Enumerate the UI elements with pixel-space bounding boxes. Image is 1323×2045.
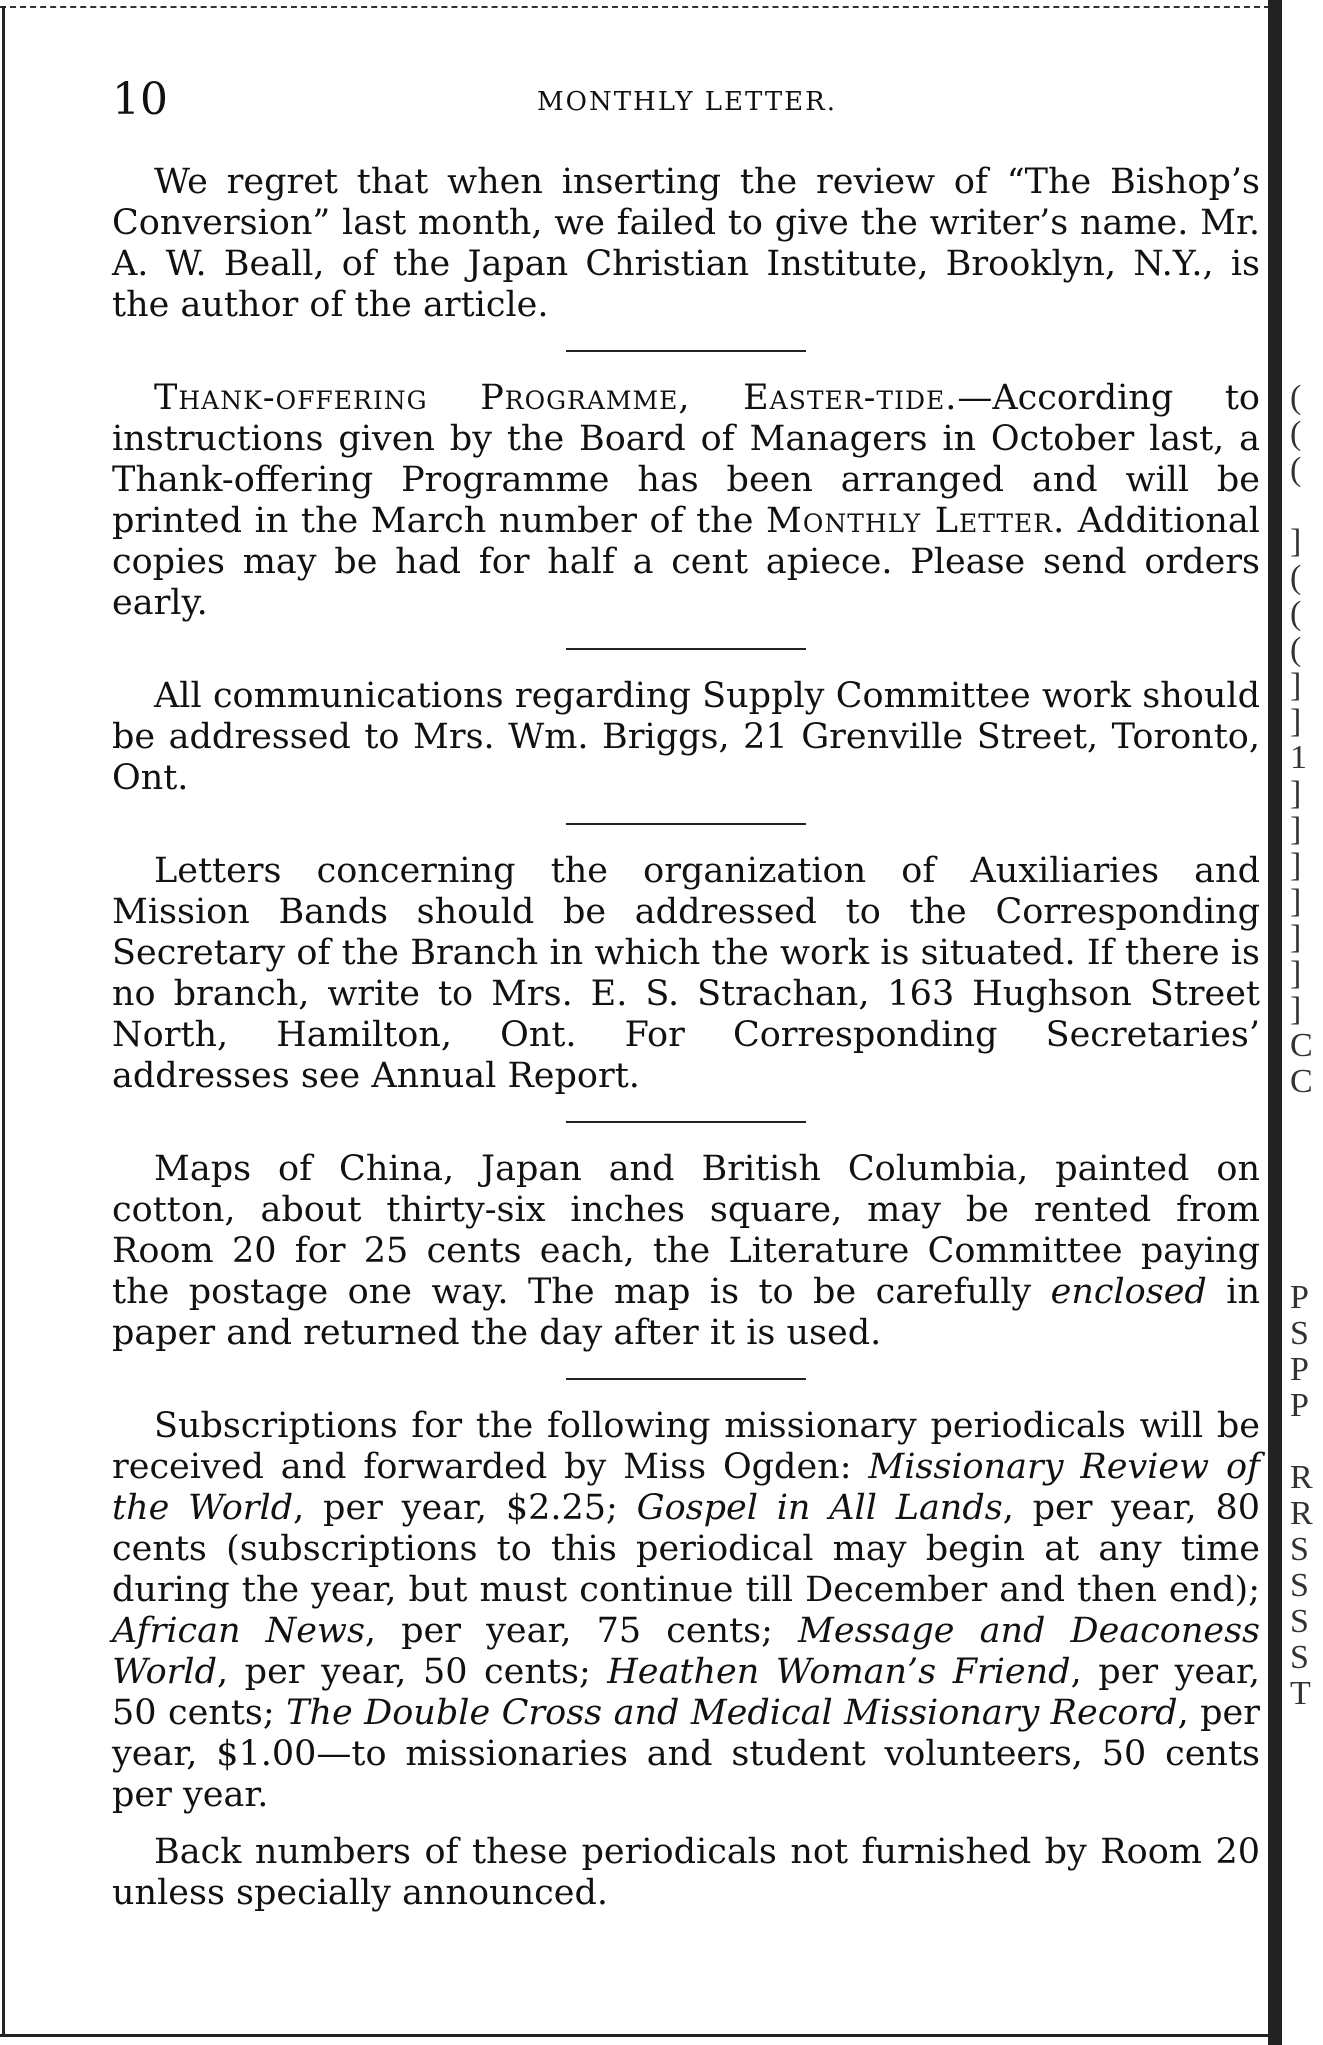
adjacent-page-fragments: ( ( ( ] ( ( ( ] ] 1 ] ] ] ] ] ] ] C C P S P P R R S S S S T	[1290, 380, 1313, 1712]
notice-back-numbers: Back numbers of these periodicals not furnished by Room 20 unless specially announced.	[112, 1832, 1260, 1913]
section-divider	[566, 823, 806, 825]
running-head: MONTHLY LETTER.	[537, 87, 837, 117]
periodical-title: Missionary Review of the World	[112, 1447, 1260, 1528]
publication-name: Monthly Letter.	[765, 501, 1066, 541]
notice-heading: Thank-offering Programme, Easter-tide.	[154, 378, 958, 418]
top-border-rule	[0, 6, 1270, 8]
notice-subscriptions: Subscriptions for the following missionary periodicals will be received and forwarded by Miss Ogden: Missionary Review of the World, per year, $2.25; Gospel in All Lands, per year, 80 cents (subscriptions to this periodical may begin at any time during the year, but must continue till December and then end); African News, per year, 75 cents; Message and Deaconess World, per year, 50 cents; Heathen Woman’s Friend, per year, 50 cents; The Double Cross and Medical Missionary Record, per year, $1.00—to missionaries and student volunteers, 50 cents per year.	[112, 1406, 1260, 1815]
periodical-title: Message and Deaconess World	[112, 1611, 1260, 1692]
periodical-title: African News	[112, 1611, 365, 1651]
bottom-border-rule	[0, 2034, 1270, 2037]
notice-supply-committee: All communications regarding Supply Committee work should be addressed to Mrs. Wm. Briggs, 21 Grenville Street, Toronto, Ont.	[112, 676, 1260, 798]
page-number: 10	[112, 74, 168, 125]
section-divider	[566, 1378, 806, 1380]
periodical-title: Heathen Woman’s Friend	[607, 1652, 1071, 1692]
periodical-title: The Double Cross and Medical Missionary Record	[286, 1693, 1178, 1733]
notice-auxiliaries: Letters concerning the organization of Auxiliaries and Mission Bands should be addressed to the Corresponding Secretary of the Branch in which the work is situated. If there is no branch, write to Mrs. E. S. Strachan, 163 Hughson Street North, Hamilton, Ont. For Corresponding Secretaries’ addresses see Annual Report.	[112, 851, 1260, 1096]
left-border-rule	[2, 6, 5, 2036]
page-body	[112, 162, 1260, 1914]
periodical-title: Gospel in All Lands	[636, 1488, 1003, 1528]
section-divider	[566, 350, 806, 352]
notice-maps: Maps of China, Japan and British Columbia, painted on cotton, about thirty-six inches square, may be rented from Room 20 for 25 cents each, the Literature Committee paying the postage one way. The map is to be carefully enclosed in paper and returned the day after it is used.	[112, 1149, 1260, 1353]
notice-thank-offering: Thank-offering Programme, Easter-tide.—According to instructions given by the Board of Managers in October last, a Thank-offering Programme has been arranged and will be printed in the March number of the Monthly Letter. Additional copies may be had for half a cent apiece. Please send orders early.	[112, 378, 1261, 623]
section-divider	[566, 1121, 806, 1123]
page-header	[112, 70, 1262, 130]
notice-review-correction: We regret that when inserting the review of “The Bishop’s Conversion” last month, we failed to give the writer’s name. Mr. A. W. Beall, of the Japan Christian Institute, Brooklyn, N.Y., is the author of the article.	[112, 162, 1260, 325]
section-divider	[566, 648, 806, 650]
